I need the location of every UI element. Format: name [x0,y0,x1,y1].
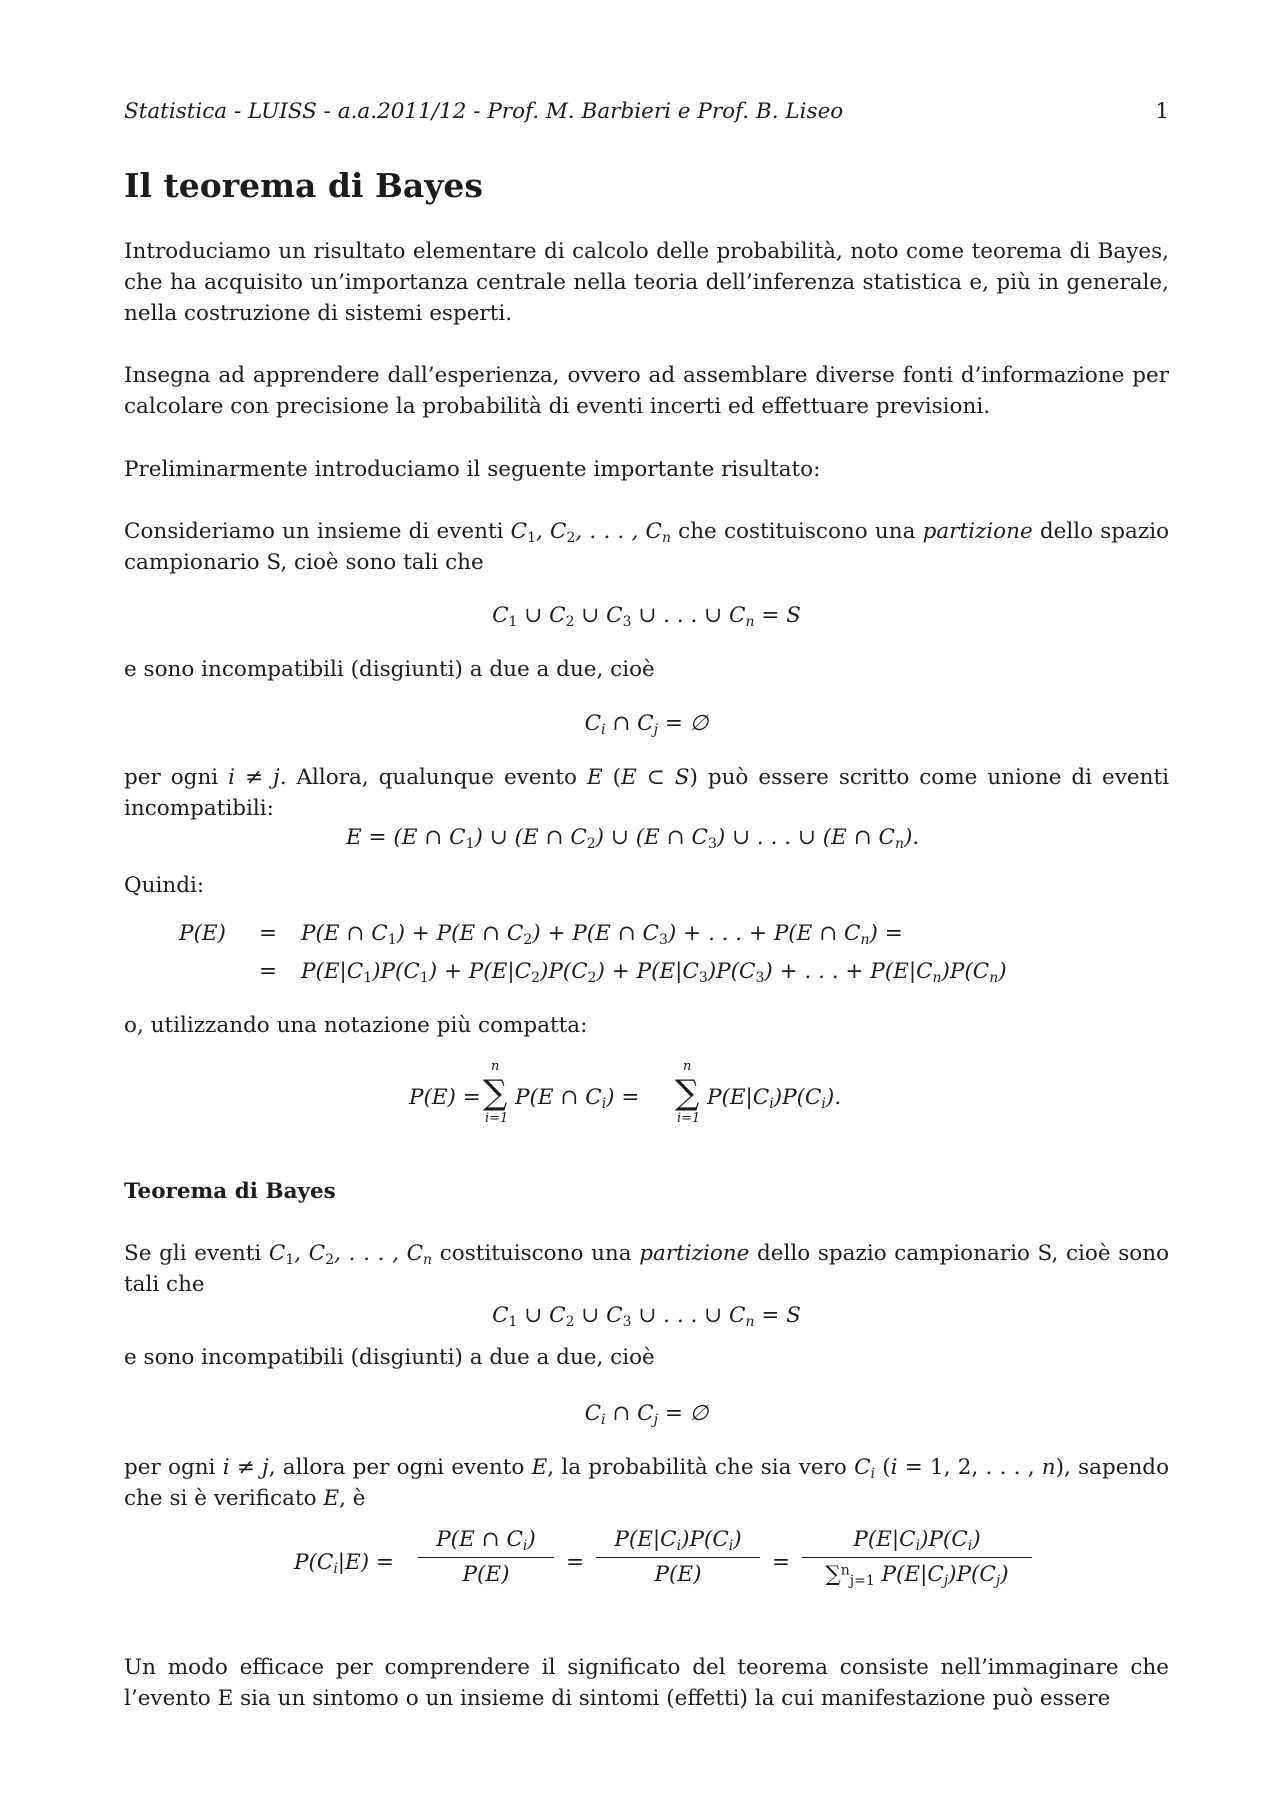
total-probability-system: P(E) = P(E ∩ $C_1) + P(E$ ∩ $C_2) + P(E$ ∩ $C_3$) + . . . + P(E ∩ $C_n$) = = $P(E|C_1)P(C_1) + P(E|C_2)P(C_2) + P(E|C_3)P(C_3)$ + . . . + $P(E|C_n)P(C_n)$ [179,921,1007,987]
page-number: 1 [1155,99,1169,124]
union-equation: $C_1$ ∪ $C_2$ ∪ $C_3$ ∪ . . . ∪ $C_n = S$ [492,603,801,631]
theorem-statement-paragraph: Se gli eventi $C_1$, $C_2$, . . . , $C_n$ costituiscono una partizione dello spazio campionario S, cioè sono tali che [124,1241,1170,1297]
intro-paragraph-1: Introduciamo un risultato elementare di calcolo delle probabilità, noto come teorema di Bayes, che ha acquisito un’importanza centrale nella teoria dell’inferenza statistica e, più in generale, nella costruzione di sistemi esperti. [124,239,1169,326]
theorem-heading: Teorema di Bayes [124,1179,336,1204]
disjoint-paragraph: e sono incompatibili (disgiunti) a due a due, cioè [124,657,655,682]
header-course-info: Statistica - LUISS - a.a.2011/12 - Prof. M. Barbieri e Prof. B. Liseo [124,99,844,124]
intro-paragraph-2: Insegna ad apprendere dall’esperienza, ovvero ad assemblare diverse fonti d’informazione per calcolare con precisione la probabilità di eventi incerti ed effettuare previsioni. [124,363,1169,419]
theorem-disjoint-paragraph: e sono incompatibili (disgiunti) a due a due, cioè [124,1345,655,1370]
event-list-formula: $C_1$, $C_2$, . . . , $C_n$ [510,519,671,547]
decomposition-equation: E = (E ∩ $C_1$) ∪ (E ∩ $C_2$) ∪ (E ∩ $C_3$) ∪ . . . ∪ (E ∩ $C_n$). [346,825,920,853]
bayes-fraction-2: $\frac{P(E|C_i)P(C_i)}{P(E)}$ [596,1525,760,1590]
event-decomposition-paragraph: per ogni i ≠ j. Allora, qualunque evento E (E ⊂ S) può essere scritto come unione di eventi incompatibili: [124,765,1169,821]
quindi-label: Quindi: [124,873,205,898]
theorem-union-equation: $C_1$ ∪ $C_2$ ∪ $C_3$ ∪ . . . ∪ $C_n = S$ [492,1303,801,1331]
running-header [124,96,1169,128]
preliminary-paragraph: Preliminarmente introduciamo il seguente importante risultato: [124,457,821,482]
bayes-fraction-3: $\frac{P(E|C_i)P(C_i)}{\sum^n_{j=1} P(E|C_j)P(C_j)}$ [802,1525,1032,1590]
bayes-formula: $P(C_i|E)$ = $\frac{P(E \cap C_i)}{P(E)}$ = $\frac{P(E|C_i)P(C_i)}{P(E)}$ = $\frac{P(E|C_i)P(C_i)}{\sum^n_{j=1} P(E|C_j)P(C_j)}$ [124,1525,1169,1605]
theorem-condition-paragraph: per ogni i ≠ j, allora per ogni evento E, la probabilità che sia vero $C_i$ (i = 1, 2, . . . , n), sapendo che si è verificato E, è [124,1455,1170,1511]
partition-paragraph: Consideriamo un insieme di eventi $C_1$, $C_2$, . . . , $C_n$ che costituiscono una partizione dello spazio campionario S, cioè sono tali che [124,519,1170,575]
closing-paragraph: Un modo efficace per comprendere il significato del teorema consiste nell’immaginare che l’evento E sia un sintomo o un insieme di sintomi (effetti) la cui manifestazione può essere [124,1655,1169,1711]
theorem-intersection-equation: $C_i$ ∩ $C_j$ = ∅ [584,1401,709,1429]
bayes-fraction-1: $\frac{P(E \cap C_i)}{P(E)}$ [418,1525,554,1590]
intersection-equation: $C_i$ ∩ $C_j$ = ∅ [584,711,709,739]
compact-notation-paragraph: o, utilizzando una notazione più compatta: [124,1013,588,1038]
section-title: Il teorema di Bayes [124,166,484,205]
document-page: Statistica - LUISS - a.a.2011/12 - Prof. M. Barbieri e Prof. B. Liseo 1 Il teorema di Bayes Introduciamo un risultato elementare di calcolo delle probabilità, noto come teorema di Bayes, che ha acquisito un’importanza centrale nella teoria dell’inferenza statistica e, più in generale, nella costruzione di sistemi esperti. Insegna ad apprendere dall’esperienza, ovvero ad assemblare diverse fonti d’informazione per calcolare con precisione la probabilità di eventi incerti ed effettuare previsioni. Preliminarmente introduciamo il seguente importante risultato: Consideriamo un insieme di eventi $C_1$, $C_2$, . . . , $C_n$ che costituiscono una partizione dello spazio campionario S, cioè sono tali che $C_1$ ∪ $C_2$ ∪ $C_3$ ∪ . . . ∪ $C_n = S$ e sono incompatibili (disgiunti) a due a due, cioè $C_i$ ∩ $C_j$ = ∅ per ogni i ≠ j. Allora, qualunque evento E (E ⊂ S) può essere scritto come unione di eventi incompatibili: E = (E ∩ $C_1$) ∪ (E ∩ $C_2$) ∪ (E ∩ $C_3$) ∪ . . . ∪ (E ∩ $C_n$). Quindi: P(E) = P(E ∩ $C_1) + P(E$ ∩ $C_2) + P(E$ ∩ $C_3$) + . . . + P(E ∩ $C_n$) = = $P(E|C_1)P(C_1) + P(E|C_2)P(C_2) + P(E|C_3)P(C_3)$ + . . . + $P(E|C_n)P(C_n)$ o, utilizzando una notazione più compatta: P(E) = n ∑ i=1 P(E ∩ $C_i$) = n ∑ i=1 $P(E|C_i)P(C_i)$. Teorema di Bayes Se gli eventi $C_1$, $C_2$, . . . , $C_n$ costituiscono una partizione dello spazio campionario S, cioè sono tali che $C_1$ ∪ $C_2$ ∪ $C_3$ ∪ . . . ∪ $C_n = S$ e sono incompatibili (disgiunti) a due a due, cioè $C_i$ ∩ $C_j$ = ∅ per ogni i ≠ j, allora per ogni evento E, la probabilità che sia vero $C_i$ (i = 1, 2, . . . , n), sapendo che si è verificato E, è $P(C_i|E)$ = $\frac{P(E \cap C_i)}{P(E)}$ = $\frac{P(E|C_i)P(C_i)}{P(E)}$ = $\frac{P(E|C_i)P(C_i)}{\sum^n_{j=1} P(E|C_j)P(C_j)}$ Un modo efficace per comprendere il significato del teorema consiste nell’immaginare che l’evento E sia un sintomo o un insieme di sintomi (effetti) la cui manifestazione può essere [124,0,1169,1811]
partition-term: partizione [922,519,1033,544]
